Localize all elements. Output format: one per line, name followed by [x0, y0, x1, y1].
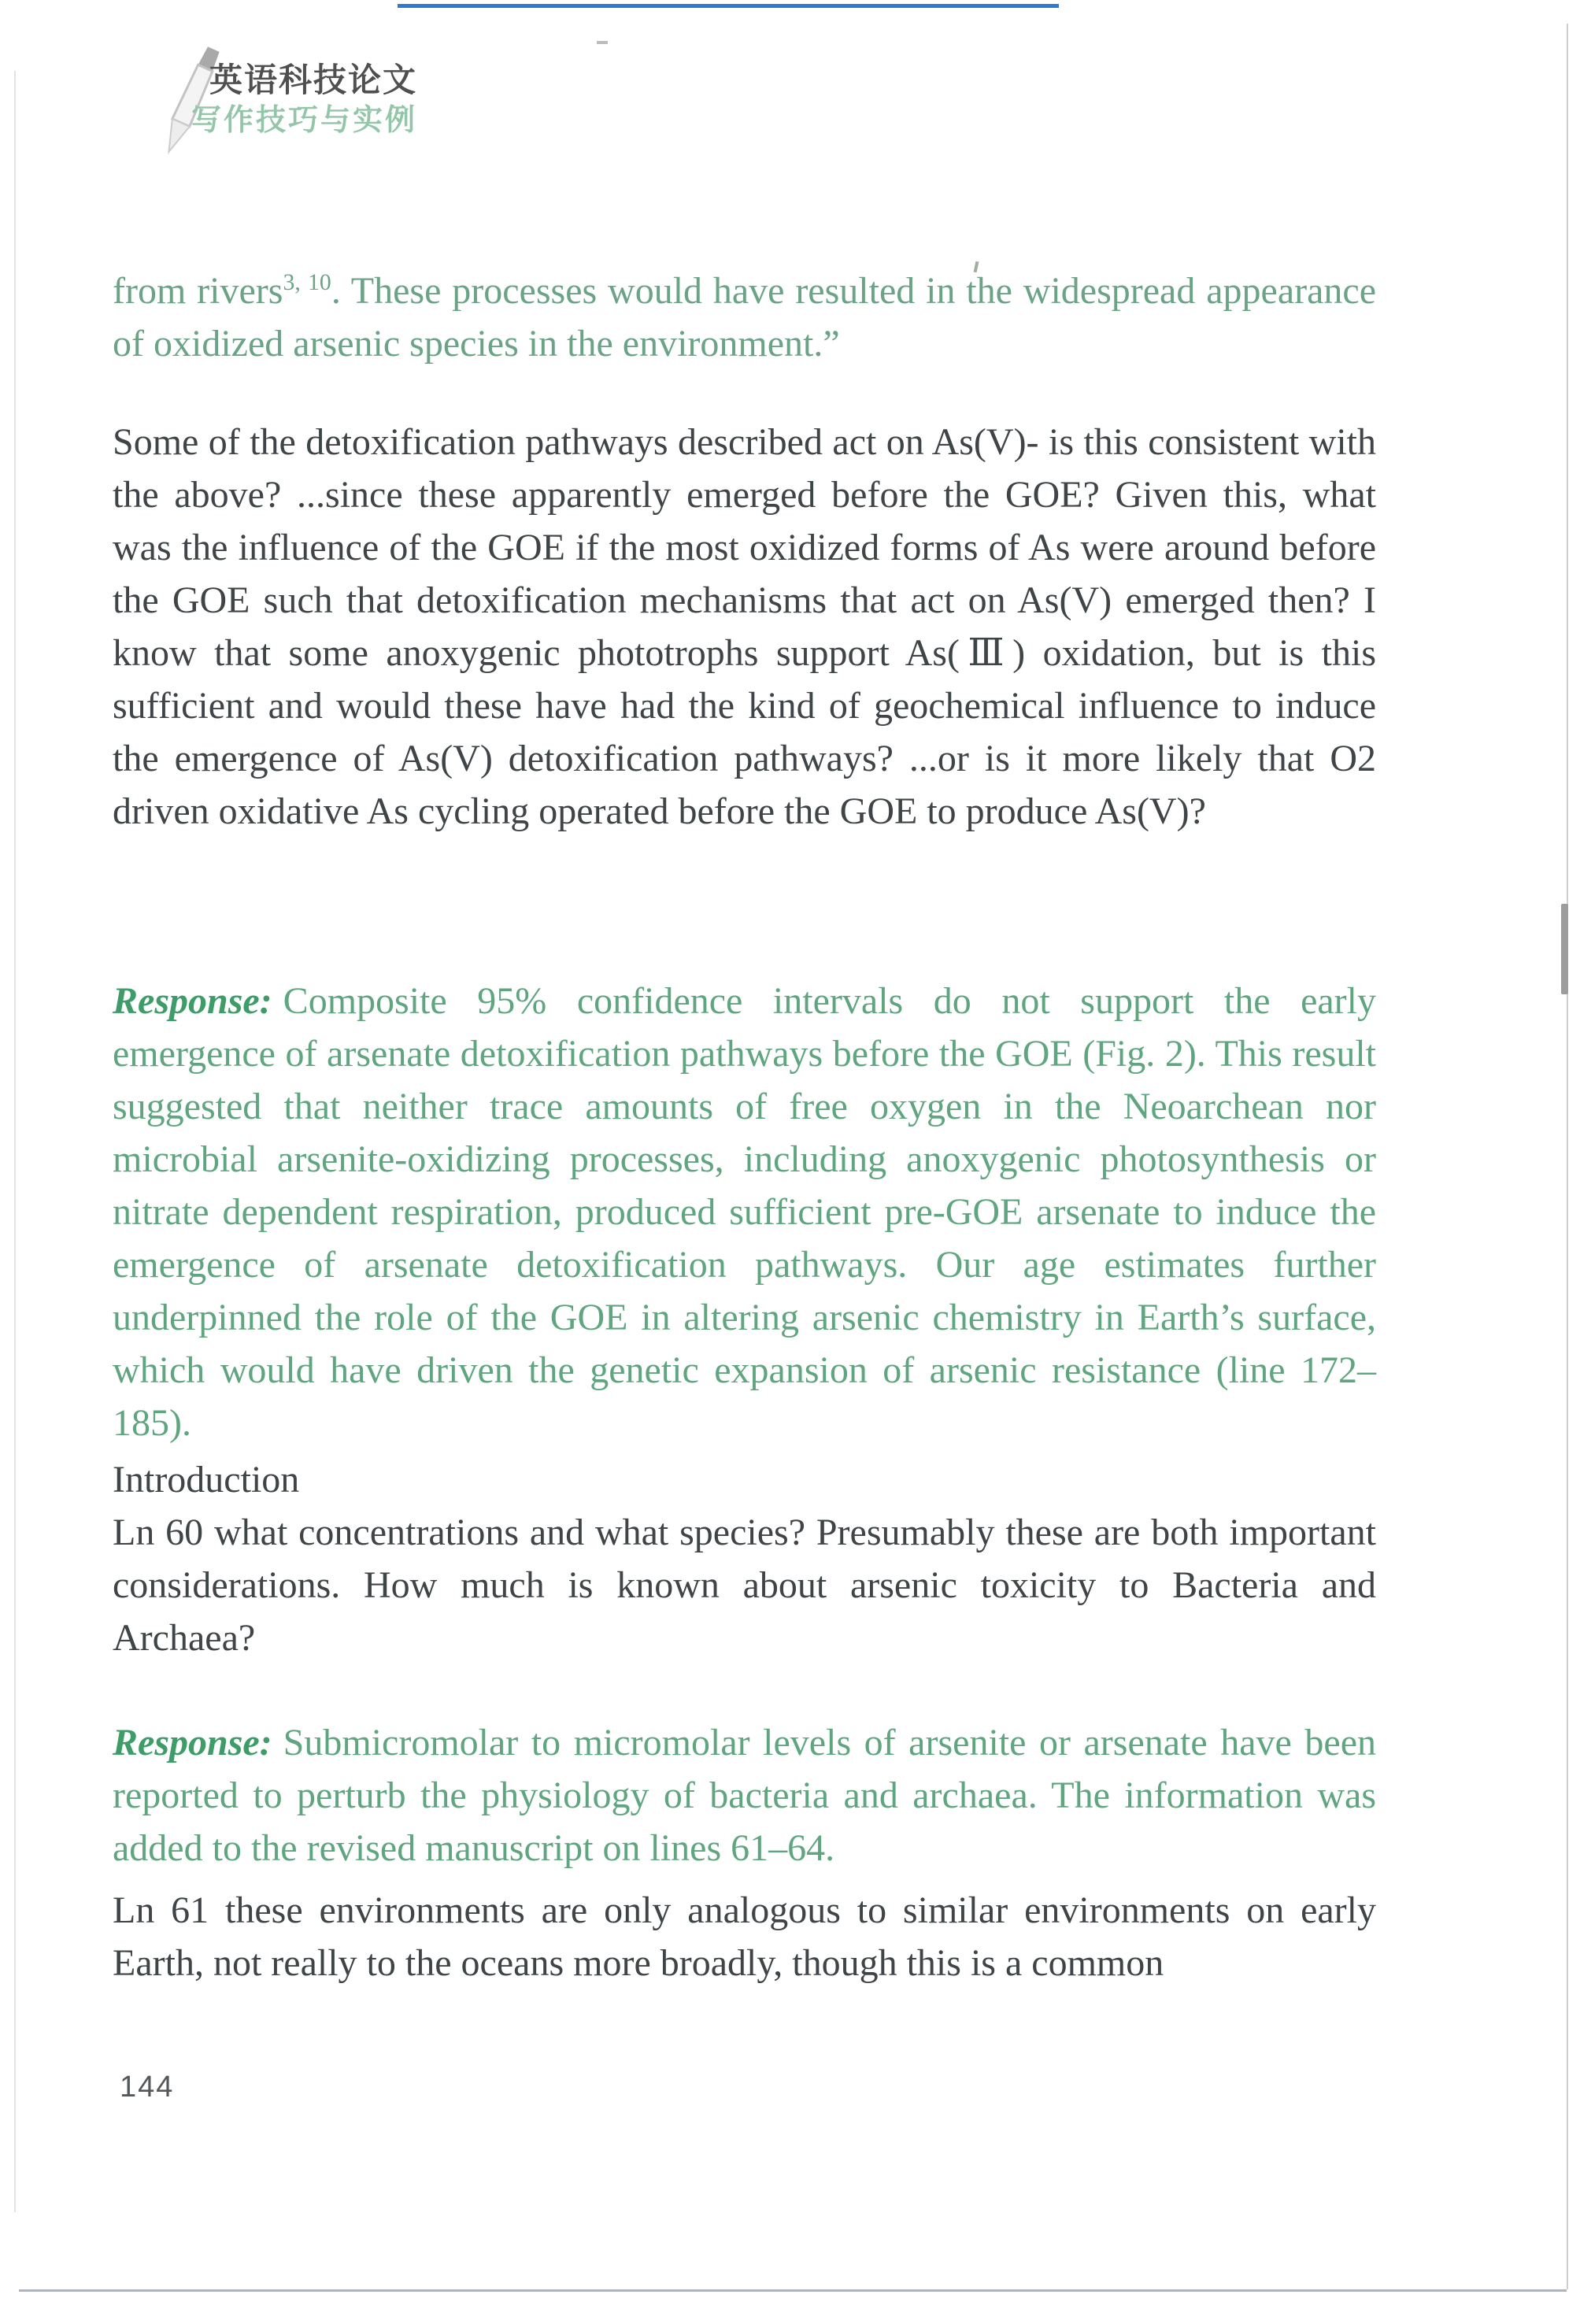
quote-continuation-paragraph: [113, 265, 1376, 370]
section-heading: Introduction: [113, 1459, 300, 1501]
bottom-page-edge: [19, 2289, 1567, 2292]
logo-title: 英语科技论文: [209, 61, 417, 98]
logo-text: [189, 60, 417, 140]
quote-body: . These processes would have resulted in the widespread appearance of oxidized arsenic species in the environment.”: [113, 270, 1377, 365]
reviewer-comment-1: Some of the detoxification pathways described act on As(V)- is this consistent with the above? ...since these apparently emerged before the GOE? Given this, what was the influence of the GOE if the most oxidized forms of As were around before the GOE such that detoxification mechanisms that act on As(V) emerged then? I know that some anoxygenic phototrophs support As(Ⅲ) oxidation, but is this sufficient and would these have had the kind of geochemical influence to induce the emergence of As(V) detoxification pathways? ...or is it more likely that O2 driven oxidative As cycling operated before the GOE to produce As(V)?: [113, 421, 1376, 832]
book-logo: [118, 38, 449, 164]
left-page-edge: [14, 71, 16, 2212]
reference-superscript: 3, 10: [283, 269, 331, 295]
response-label: Response:: [113, 1722, 272, 1763]
quote-lead: from rivers: [113, 270, 283, 312]
response-body: Composite 95% confidence intervals do not support the early emergence of arsenate detoxification pathways before the GOE (Fig. 2). This result suggested that neither trace amounts of free oxygen in the Neoarchean nor microbial arsenite-oxidizing processes, including anoxygenic photosynthesis or nitrate dependent respiration, produced sufficient pre-GOE arsenate to induce the emergence of arsenate detoxification pathways. Our age estimates further underpinned the role of the GOE in altering arsenic chemistry in Earth’s surface, which would have driven the genetic expansion of arsenic resistance (line 172–185).: [113, 980, 1376, 1444]
right-page-edge: [1567, 24, 1568, 2289]
reviewer-comment-3: Ln 61 these environments are only analogous to similar environments on early Earth, not really to the oceans more broadly, though this is a common: [113, 1889, 1376, 1984]
author-response-1: [113, 975, 1376, 1449]
right-edge-shadow: [1561, 904, 1568, 994]
response-body: Submicromolar to micromolar levels of arsenite or arsenate have been reported to perturb the physiology of bacteria and archaea. The information was added to the revised manuscript on lines 61–64.: [113, 1722, 1376, 1869]
response-label: Response:: [113, 980, 272, 1022]
page-number: 144: [120, 2071, 175, 2104]
logo-subtitle: 写作技巧与实例: [191, 104, 417, 137]
scan-speck: [597, 41, 608, 44]
reviewer-comment-2: Ln 60 what concentrations and what species? Presumably these are both important considerations. How much is known about arsenic toxicity to Bacteria and Archaea?: [113, 1512, 1376, 1659]
author-response-2: [113, 1716, 1376, 1874]
top-blue-scan-line: [398, 4, 1059, 8]
